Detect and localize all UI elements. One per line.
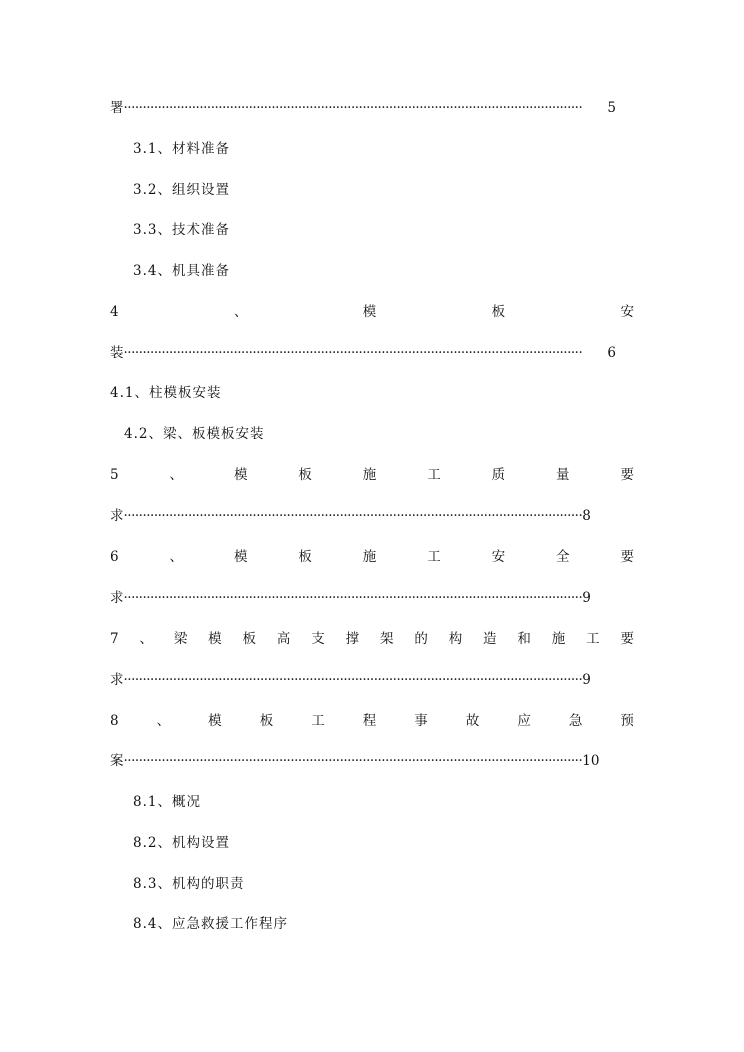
- heading-char: 要: [620, 467, 634, 483]
- heading-char: 板: [491, 304, 506, 320]
- toc-heading-4[interactable]: [110, 302, 634, 322]
- heading-char: 、: [169, 467, 184, 483]
- heading-char: 施: [362, 467, 377, 483]
- heading-char: 板: [259, 713, 274, 729]
- toc-text: 署: [110, 100, 124, 116]
- toc-entry-3-3[interactable]: 3.3、技术准备: [133, 222, 230, 238]
- heading-char: 模: [233, 467, 248, 483]
- toc-line-8: [110, 751, 600, 771]
- heading-char: 梁: [173, 631, 188, 647]
- heading-char: 施: [551, 631, 566, 647]
- heading-char: 支: [311, 631, 325, 647]
- heading-char: 4: [110, 304, 119, 320]
- toc-entry-3-1[interactable]: 3.1、材料准备: [133, 141, 230, 157]
- toc-page-number: 5: [607, 100, 616, 116]
- toc-entry-4-1[interactable]: 4.1、柱模板安装: [110, 385, 222, 401]
- heading-char: 急: [568, 713, 583, 729]
- toc-page-number: 6: [607, 345, 616, 361]
- heading-char: 安: [620, 304, 634, 320]
- heading-char: 8: [110, 713, 119, 729]
- heading-char: 工: [427, 549, 441, 565]
- heading-char: 质: [491, 467, 506, 483]
- heading-char: 模: [208, 713, 222, 729]
- heading-char: 要: [620, 549, 634, 565]
- toc-line-3: [110, 98, 616, 118]
- heading-char: 应: [517, 713, 531, 729]
- heading-char: 的: [414, 631, 428, 647]
- toc-line-6: [110, 588, 591, 608]
- toc-entry-8-4[interactable]: 8.4、应急救援工作程序: [133, 916, 288, 932]
- toc-heading-6[interactable]: [110, 547, 634, 567]
- heading-char: 板: [242, 631, 257, 647]
- toc-entry-3-2[interactable]: 3.2、组织设置: [133, 182, 230, 198]
- heading-char: 6: [110, 549, 119, 565]
- toc-text: 案: [110, 753, 124, 769]
- heading-char: 全: [556, 549, 570, 565]
- toc-entry-8-1[interactable]: 8.1、概况: [133, 794, 201, 810]
- heading-char: 预: [620, 713, 634, 729]
- toc-leader-dots: ·························································································································: [123, 590, 583, 606]
- heading-char: 、: [233, 304, 248, 320]
- heading-char: 量: [556, 467, 570, 483]
- toc-line-5: [110, 506, 591, 526]
- heading-char: 构: [448, 631, 463, 647]
- toc-leader-dots: ·························································································································: [123, 345, 583, 361]
- heading-char: 模: [208, 631, 222, 647]
- heading-char: 7: [110, 631, 119, 647]
- toc-line-7: [110, 670, 591, 690]
- heading-char: 工: [586, 631, 600, 647]
- heading-char: 工: [311, 713, 325, 729]
- toc-leader-dots: ·························································································································: [123, 508, 583, 524]
- toc-page-number: 9: [582, 672, 591, 688]
- heading-char: 高: [276, 631, 291, 647]
- heading-char: 、: [139, 631, 153, 647]
- toc-page-number: 9: [582, 590, 591, 606]
- heading-char: 5: [110, 467, 119, 483]
- toc-text: 求: [110, 672, 124, 688]
- toc-text: 求: [110, 590, 124, 606]
- toc-leader-dots: ·························································································································: [123, 753, 583, 769]
- toc-heading-8[interactable]: [110, 711, 634, 731]
- toc-text: 求: [110, 508, 124, 524]
- toc-line-4: [110, 343, 616, 363]
- heading-char: 故: [465, 713, 480, 729]
- heading-char: 事: [414, 713, 428, 729]
- heading-char: 安: [491, 549, 506, 565]
- heading-char: 施: [362, 549, 377, 565]
- heading-char: 要: [620, 631, 634, 647]
- toc-text: 装: [110, 345, 124, 361]
- heading-char: 、: [156, 713, 171, 729]
- heading-char: 板: [298, 467, 312, 483]
- heading-char: 、: [169, 549, 184, 565]
- heading-char: 工: [427, 467, 441, 483]
- toc-heading-7[interactable]: [110, 629, 634, 649]
- toc-heading-5[interactable]: [110, 465, 634, 485]
- heading-char: 撑: [345, 631, 360, 647]
- heading-char: 板: [298, 549, 312, 565]
- toc-entry-4-2[interactable]: 4.2、梁、板模板安装: [124, 426, 265, 442]
- heading-char: 程: [362, 713, 377, 729]
- toc-entry-8-2[interactable]: 8.2、机构设置: [133, 835, 230, 851]
- toc-entry-8-3[interactable]: 8.3、机构的职责: [133, 876, 245, 892]
- toc-leader-dots: ·························································································································: [123, 672, 583, 688]
- heading-char: 架: [379, 631, 394, 647]
- heading-char: 和: [517, 631, 531, 647]
- toc-leader-dots: ·························································································································: [123, 100, 583, 116]
- heading-char: 模: [362, 304, 377, 320]
- heading-char: 模: [233, 549, 248, 565]
- toc-page-number: 10: [582, 753, 600, 769]
- heading-char: 造: [483, 631, 497, 647]
- toc-page-number: 8: [582, 508, 591, 524]
- toc-entry-3-4[interactable]: 3.4、机具准备: [133, 263, 230, 279]
